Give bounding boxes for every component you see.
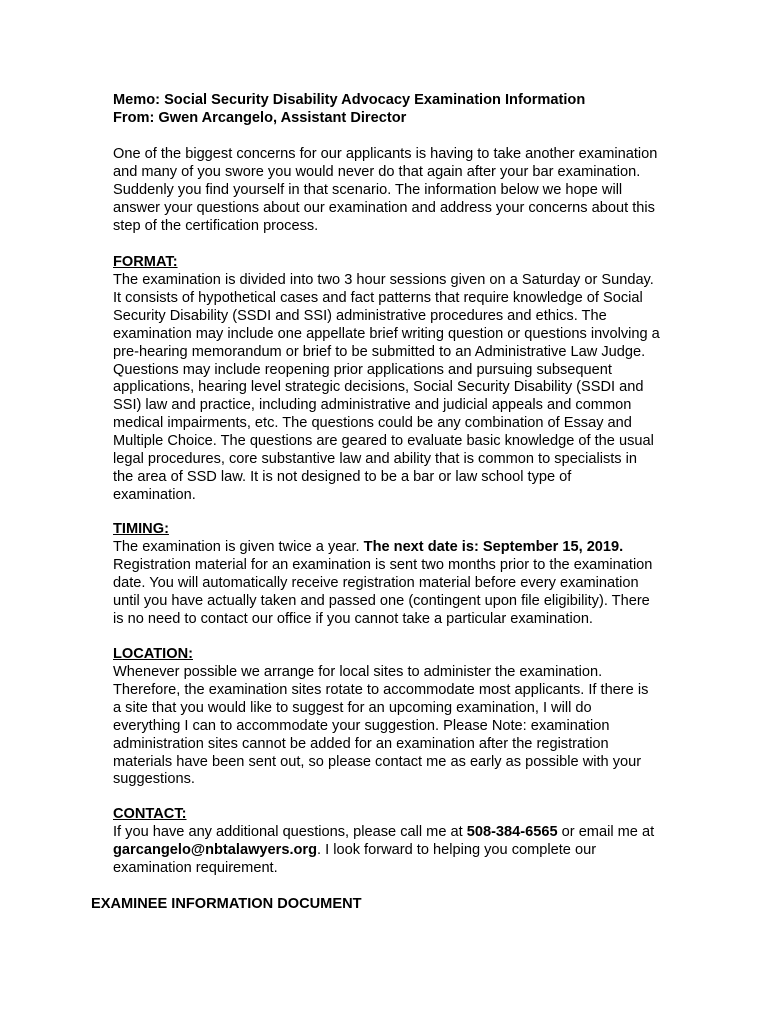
email-address: garcangelo@nbtalawyers.org	[113, 841, 318, 858]
location-line: everything I can to accommodate your suggestion. Please Note: examination	[113, 717, 610, 734]
memo-header	[113, 92, 713, 128]
location-heading: LOCATION:	[113, 646, 193, 662]
format-line: legal procedures, core substantive law and ability that is common to specialists in	[113, 451, 638, 468]
contact-email-prefix: or email me at	[557, 824, 655, 840]
timing-line: until you have actually taken and passed one (contingent upon file eligibility). There	[113, 592, 650, 609]
format-line: examination.	[113, 486, 196, 503]
contact-body	[113, 824, 723, 878]
timing-heading: TIMING:	[113, 521, 169, 537]
intro-line: answer your questions about our examination and address your concerns about this	[113, 199, 655, 216]
contact-closing-text: . I look forward to helping you complete our	[317, 841, 597, 858]
format-line: Multiple Choice. The questions are geared to evaluate basic knowledge of the usual	[113, 433, 654, 450]
location-line: suggestions.	[113, 771, 195, 788]
timing-line	[113, 539, 723, 557]
contact-line	[113, 824, 723, 842]
phone-number: 508-384-6565	[466, 824, 558, 840]
intro-line: and many of you swore you would never do that again after your bar examination.	[113, 163, 641, 180]
intro-paragraph	[113, 146, 723, 236]
intro-line: One of the biggest concerns for our applicants is having to take another examination	[113, 146, 658, 162]
intro-line: step of the certification process.	[113, 217, 319, 234]
contact-line: examination requirement.	[113, 859, 278, 876]
location-body	[113, 664, 723, 789]
format-line: Questions may include reopening prior applications and pursuing subsequent	[113, 361, 612, 378]
format-line: The examination is divided into two 3 hour sessions given on a Saturday or Sunday.	[113, 272, 654, 288]
timing-line: Registration material for an examination is sent two months prior to the examination	[113, 556, 653, 573]
format-line: medical impairments, etc. The questions could be any combination of Essay and	[113, 415, 632, 432]
format-line: the area of SSD law. It is not designed to be a bar or law school type of	[113, 468, 572, 485]
format-line: applications, hearing level strategic decisions, Social Security Disability (SSDI and	[113, 379, 644, 396]
format-line: examination may include one appellate brief writing question or questions involving a	[113, 325, 660, 342]
format-body	[113, 272, 723, 505]
location-line: administration sites cannot be added for an examination after the registration	[113, 735, 609, 752]
format-line: pre-hearing memorandum or brief to be submitted to an Administrative Law Judge.	[113, 343, 646, 360]
next-exam-date: The next date is: September 15, 2019.	[363, 539, 624, 555]
location-line: materials have been sent out, so please contact me as early as possible with your	[113, 753, 642, 770]
timing-line: is no need to contact our office if you cannot take a particular examination.	[113, 610, 593, 627]
memo-subject: Memo: Social Security Disability Advocacy Examination Information	[113, 92, 586, 108]
format-heading: FORMAT:	[113, 254, 178, 270]
timing-body	[113, 539, 723, 629]
contact-intro-text: If you have any additional questions, please call me at	[113, 824, 467, 840]
format-line: Security Disability (SSDI and SSI) administrative procedures and ethics. The	[113, 307, 607, 324]
location-line: Whenever possible we arrange for local sites to administer the examination.	[113, 664, 603, 680]
contact-line	[113, 842, 723, 860]
format-line: It consists of hypothetical cases and fact patterns that require knowledge of Social	[113, 289, 643, 306]
contact-heading: CONTACT:	[113, 806, 187, 822]
location-line: Therefore, the examination sites rotate to accommodate most applicants. If there is	[113, 681, 649, 698]
timing-line: date. You will automatically receive registration material before every examination	[113, 574, 639, 591]
memo-from: From: Gwen Arcangelo, Assistant Director	[113, 109, 407, 126]
timing-intro-text: The examination is given twice a year.	[113, 539, 364, 555]
format-line: SSI) law and practice, including administrative and judicial appeals and common	[113, 397, 632, 414]
intro-line: Suddenly you find yourself in that scenario. The information below we hope will	[113, 181, 623, 198]
location-line: a site that you would like to suggest for an upcoming examination, I will do	[113, 699, 592, 716]
document-footer-title: EXAMINEE INFORMATION DOCUMENT	[91, 896, 362, 912]
